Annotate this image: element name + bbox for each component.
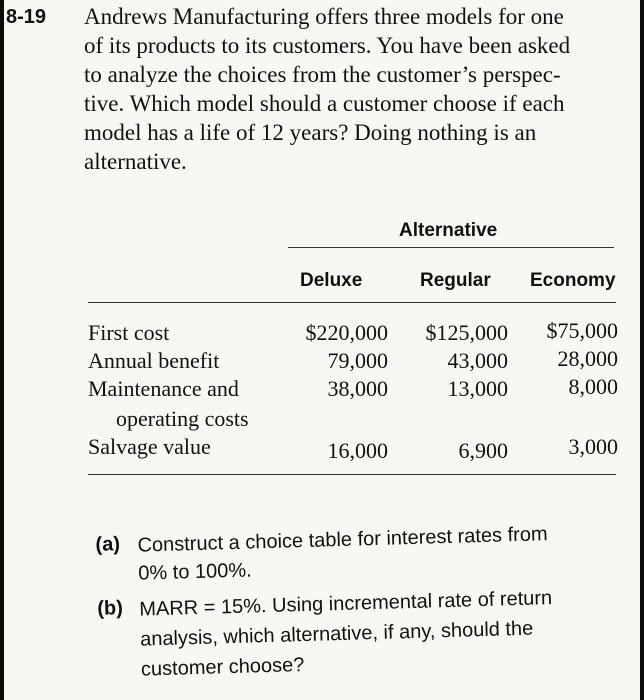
questions-block [4,0,640,700]
column-header-regular: Regular [420,270,491,291]
problem-line: tive. Which model should a customer choose if each [84,91,565,116]
row-label-first-cost: First cost [88,320,170,345]
cell-deluxe-maintenance: 38,000 [327,376,388,401]
cell-regular-first-cost: $125,000 [425,320,508,345]
question-a-line: 0% to 100%. [138,559,253,585]
cell-deluxe-first-cost: $220,000 [305,320,388,345]
question-b-line: analysis, which alternative, if any, should the [139,617,534,651]
question-b-marker: (b) [96,597,124,620]
cell-regular-maintenance: 13,000 [447,376,508,401]
table-group-header: Alternative [399,220,498,241]
cell-economy-maintenance: 8,000 [568,374,618,399]
question-b-line: MARR = 15%. Using incremental rate of return [139,587,553,621]
question-a-marker: (a) [95,533,121,556]
problem-line: Andrews Manufacturing offers three models for one [84,4,564,29]
cell-regular-salvage: 6,900 [458,438,508,463]
problem-line: alternative. [84,149,187,174]
row-label-annual-benefit: Annual benefit [88,348,220,373]
question-b-line: customer choose? [140,654,305,681]
cell-economy-first-cost: $75,000 [546,318,618,343]
row-label-salvage-value: Salvage value [88,434,211,459]
problem-line: to analyze the choices from the customer’s perspec- [84,62,561,87]
cell-deluxe-salvage: 16,000 [327,438,388,463]
question-a-line: Construct a choice table for interest rates from [137,523,548,557]
cell-economy-annual-benefit: 28,000 [557,346,618,371]
cell-economy-salvage: 3,000 [568,434,618,459]
row-label-operating-costs: operating costs [116,406,249,431]
textbook-page [4,0,640,700]
column-header-economy: Economy [530,270,616,291]
column-header-deluxe: Deluxe [300,270,363,291]
cell-regular-annual-benefit: 43,000 [447,348,508,373]
problem-line: of its products to its customers. You have been asked [84,33,571,58]
problem-number: 8-19 [6,6,47,28]
problem-line: model has a life of 12 years? Doing nothing is an [84,120,537,145]
row-label-maintenance: Maintenance and [88,376,239,401]
cell-deluxe-annual-benefit: 79,000 [327,348,388,373]
